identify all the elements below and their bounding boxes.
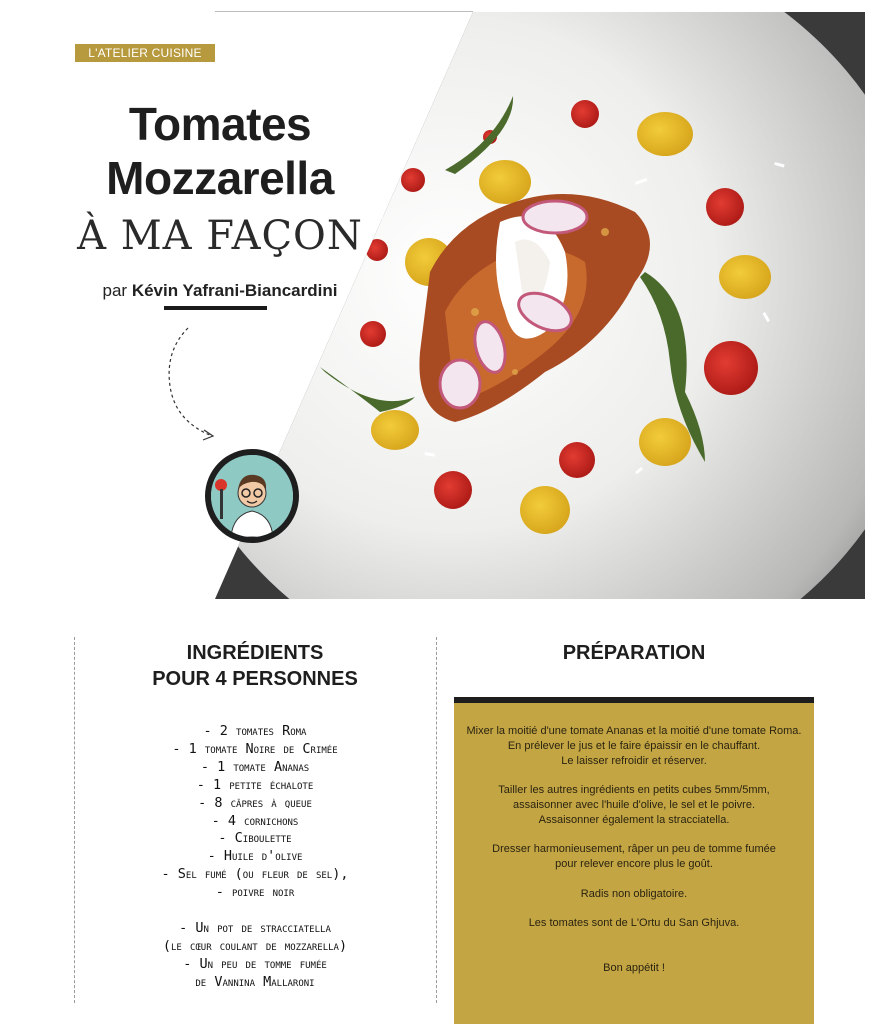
prep-paragraph — [454, 887, 814, 902]
ingredients-list — [74, 723, 436, 992]
prep-closing: Bon appétit ! — [603, 962, 665, 975]
list-spacer — [74, 902, 436, 920]
title-line-1: Tomates — [128, 98, 312, 150]
byline-prefix: par — [102, 281, 128, 300]
prep-line: pour relever encore plus le goût. — [555, 858, 713, 871]
prep-line: Le laisser refroidir et réserver. — [561, 754, 707, 767]
byline — [70, 281, 370, 301]
preparation-title: PRÉPARATION — [562, 642, 706, 664]
prep-line: Assaisonner également la stracciatella. — [538, 813, 730, 826]
ingredient-item: - Sel fumé (ou fleur de sel), — [161, 866, 349, 883]
prep-line: Tailler les autres ingrédients en petits cubes 5mm/5mm, — [498, 784, 770, 797]
section-tag: L'ATELIER CUISINE — [75, 44, 215, 62]
middle-divider — [436, 637, 437, 1003]
prep-paragraph — [454, 783, 814, 827]
subtitle: À MA FAÇON — [77, 213, 363, 259]
extra-item: - Un peu de tomme fumée — [183, 955, 327, 972]
title-line-2: Mozzarella — [106, 152, 334, 204]
chef-avatar — [205, 449, 299, 543]
ingredient-item: - 2 tomates Roma — [203, 723, 307, 739]
prep-line: Mixer la moitié d'une tomate Ananas et la moitié d'une tomate Roma. — [466, 725, 802, 737]
ingredient-item: - 4 cornichons — [211, 812, 299, 829]
extra-item: de Vannina Mallaroni — [195, 973, 315, 990]
ingredient-item: - 1 tomate Ananas — [200, 758, 310, 775]
prep-paragraph — [454, 916, 814, 931]
ingredients-title-line-2: POUR 4 PERSONNES — [152, 668, 358, 690]
curved-arrow-icon — [160, 326, 220, 451]
prep-paragraph — [454, 842, 814, 872]
author-name: Kévin Yafrani-Biancardini — [131, 281, 338, 300]
ingredient-item: - Huile d'olive — [207, 848, 303, 865]
byline-rule — [164, 306, 267, 310]
ingredient-item: - Ciboulette — [218, 830, 292, 847]
ingredient-item: - 1 tomate Noire de Crimée — [172, 740, 338, 757]
top-rule — [215, 11, 473, 12]
extra-item: (le cœur coulant de mozzarella) — [162, 937, 348, 954]
ingredients-title-line-1: INGRÉDIENTS — [186, 642, 324, 664]
extra-item: - Un pot de stracciatella — [179, 920, 331, 937]
prep-paragraph — [454, 724, 814, 768]
prep-line: En prélever le jus et le faire épaissir en le chauffant. — [507, 739, 761, 752]
prep-line: Radis non obligatoire. — [580, 887, 688, 900]
ingredient-item: - poivre noir — [215, 884, 295, 901]
prep-line: assaisonner avec l'huile d'olive, le sel et le poivre. — [512, 798, 756, 811]
ingredient-item: - 8 câpres à queue — [198, 794, 312, 811]
preparation-text — [454, 724, 814, 991]
ingredient-item: - 1 petite échalote — [196, 776, 314, 793]
prep-line: Dresser harmonieusement, râper un peu de tomme fumée — [492, 843, 776, 856]
ingredients-title — [74, 640, 436, 692]
prep-line: Les tomates sont de L'Ortu du San Ghjuva. — [528, 917, 740, 930]
